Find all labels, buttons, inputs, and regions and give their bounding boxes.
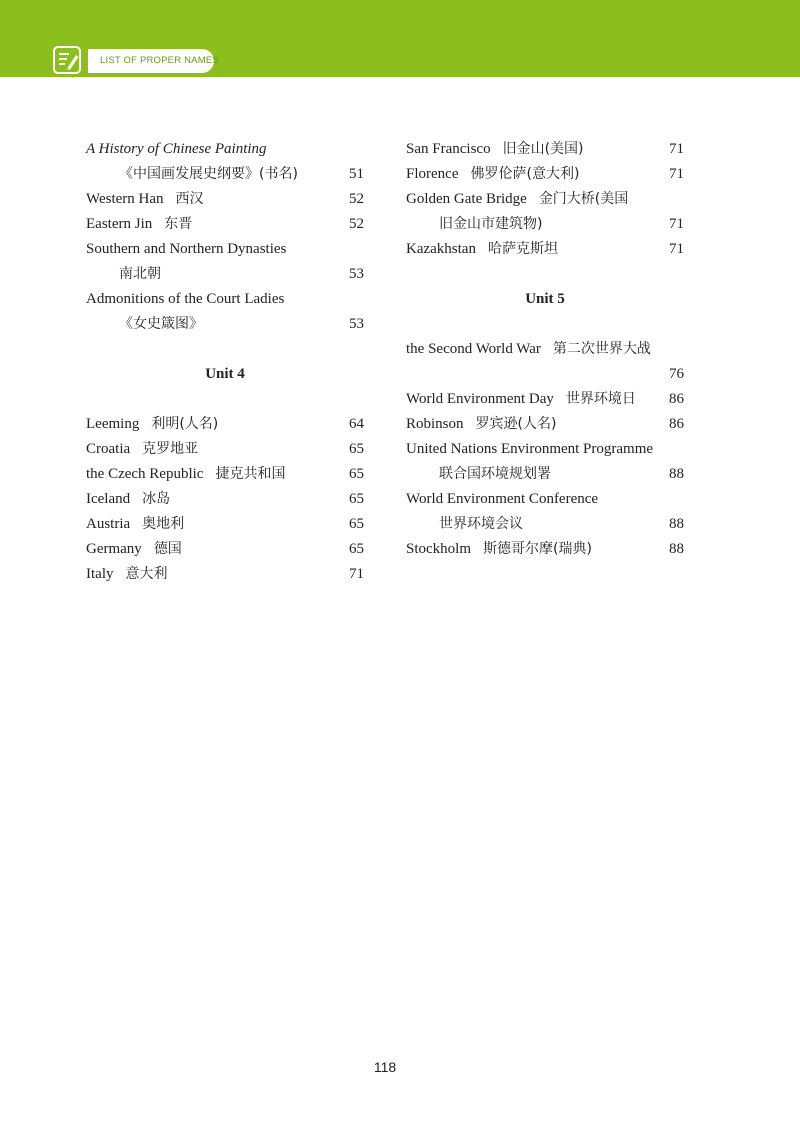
page-ref: 65 [349, 516, 364, 532]
page-ref: 88 [669, 466, 684, 482]
english-name: Kazakhstan [406, 241, 476, 257]
page-ref: 71 [669, 141, 684, 157]
index-entry [406, 187, 684, 237]
chinese-name: 世界环境日 [565, 391, 636, 407]
entry-list [406, 137, 684, 262]
entry-line [406, 437, 684, 462]
page-ref: 71 [349, 566, 364, 582]
english-name: United Nations Environment Programme [406, 441, 654, 457]
english-name: Robinson [406, 416, 464, 432]
chinese-name: 南北朝 [119, 266, 161, 282]
english-name: Admonitions of the Court Ladies [86, 291, 285, 307]
english-name: San Francisco [406, 141, 491, 157]
index-entry [86, 212, 364, 237]
entry-line [406, 237, 684, 262]
page-ref: 52 [349, 216, 364, 232]
page-ref: 53 [349, 266, 364, 282]
entry-line [86, 162, 364, 187]
english-name: Stockholm [406, 541, 472, 557]
entry-line [86, 212, 364, 237]
page-ref: 88 [669, 541, 684, 557]
english-name: World Environment Conference [406, 491, 599, 507]
entry-line [86, 237, 364, 262]
chinese-name: 东晋 [164, 216, 193, 232]
entry-line [86, 562, 364, 587]
english-name: Croatia [86, 441, 131, 457]
index-entry [86, 562, 364, 587]
chinese-name: 德国 [153, 541, 182, 557]
entry-line [406, 337, 684, 362]
english-name: Germany [86, 541, 142, 557]
entry-list [86, 412, 364, 587]
entry-line [86, 287, 364, 312]
chinese-name: 旧金山市建筑物) [439, 216, 543, 232]
chinese-name: 斯德哥尔摩(瑞典) [483, 541, 592, 557]
entry-line [406, 187, 684, 212]
entry-line [406, 412, 684, 437]
entry-line [406, 537, 684, 562]
entry-line [86, 487, 364, 512]
entry-line [406, 362, 684, 387]
chinese-name: 金门大桥(美国 [538, 191, 629, 207]
english-name: World Environment Day [406, 391, 554, 407]
chinese-name: 克罗地亚 [142, 441, 199, 457]
page-ref: 88 [669, 516, 684, 532]
entry-line [406, 462, 684, 487]
chinese-name: 旧金山(美国) [502, 141, 584, 157]
entry-line [86, 537, 364, 562]
chinese-name: 联合国环境规划署 [439, 466, 551, 482]
index-entry [86, 537, 364, 562]
unit-heading: Unit 4 [205, 366, 245, 382]
page-ref: 71 [669, 166, 684, 182]
entry-line [406, 512, 684, 537]
chinese-name: 哈萨克斯坦 [487, 241, 558, 257]
header-title: LIST OF PROPER NAMES [100, 55, 219, 66]
index-entry [86, 137, 364, 162]
left-column [86, 137, 364, 587]
index-entry [406, 412, 684, 437]
english-name: Italy [86, 566, 114, 582]
page-ref: 65 [349, 541, 364, 557]
page-ref: 65 [349, 441, 364, 457]
index-entry [86, 437, 364, 462]
page-ref: 71 [669, 241, 684, 257]
entry-line [86, 187, 364, 212]
entry-line [86, 137, 364, 162]
english-name: Florence [406, 166, 459, 182]
index-entry [406, 237, 684, 262]
entry-line [86, 462, 364, 487]
english-name: A History of Chinese Painting [86, 141, 267, 157]
page-ref: 64 [349, 416, 364, 432]
chinese-name: 利明(人名) [151, 416, 219, 432]
english-name: Leeming [86, 416, 140, 432]
index-entry [406, 137, 684, 162]
chinese-name: 捷克共和国 [215, 466, 286, 482]
entry-list [86, 137, 364, 337]
page-ref: 86 [669, 391, 684, 407]
chinese-name: 《中国画发展史纲要》(书名) [119, 166, 298, 182]
index-entry [86, 162, 364, 187]
chinese-name: 奥地利 [142, 516, 185, 532]
english-name: Austria [86, 516, 131, 532]
index-entry [406, 437, 684, 487]
entry-line [406, 137, 684, 162]
index-entry [406, 387, 684, 412]
page-ref: 52 [349, 191, 364, 207]
english-name: the Second World War [406, 341, 541, 357]
entry-line [86, 412, 364, 437]
unit-heading: Unit 5 [525, 291, 565, 307]
chinese-name: 第二次世界大战 [552, 341, 651, 357]
entry-line [86, 437, 364, 462]
chinese-name: 世界环境会议 [439, 516, 523, 532]
page-ref: 71 [669, 216, 684, 232]
page-ref: 53 [349, 316, 364, 332]
index-entry [86, 462, 364, 487]
english-name: Southern and Northern Dynasties [86, 241, 287, 257]
note-edit-icon [52, 45, 82, 75]
chinese-name: 罗宾逊(人名) [475, 416, 557, 432]
entry-line [406, 162, 684, 187]
index-entry [86, 287, 364, 337]
page-ref: 86 [669, 416, 684, 432]
page-number: 118 [373, 1059, 397, 1075]
english-name: Iceland [86, 491, 131, 507]
chinese-name: 佛罗伦萨(意大利) [470, 166, 580, 182]
index-entry [406, 537, 684, 562]
entry-line [406, 487, 684, 512]
entry-list [406, 337, 684, 562]
entry-line [86, 312, 364, 337]
entry-line [86, 262, 364, 287]
english-name: Western Han [86, 191, 164, 207]
english-name: the Czech Republic [86, 466, 204, 482]
entry-line [406, 212, 684, 237]
index-entry [406, 487, 684, 537]
index-entry [406, 337, 684, 387]
english-name: Eastern Jin [86, 216, 153, 232]
right-column [406, 137, 684, 562]
index-entry [86, 412, 364, 437]
index-entry [86, 487, 364, 512]
english-name: Golden Gate Bridge [406, 191, 527, 207]
page-ref: 51 [349, 166, 364, 182]
entry-line [406, 387, 684, 412]
index-entry [406, 162, 684, 187]
page-ref: 76 [669, 366, 684, 382]
index-entry [86, 237, 364, 287]
chinese-name: 意大利 [125, 566, 168, 582]
page-ref: 65 [349, 466, 364, 482]
chinese-name: 西汉 [175, 191, 204, 207]
index-entry [86, 512, 364, 537]
chinese-name: 冰岛 [142, 491, 171, 507]
entry-line [86, 512, 364, 537]
page-ref: 65 [349, 491, 364, 507]
chinese-name: 《女史箴图》 [119, 316, 203, 332]
index-entry [86, 187, 364, 212]
